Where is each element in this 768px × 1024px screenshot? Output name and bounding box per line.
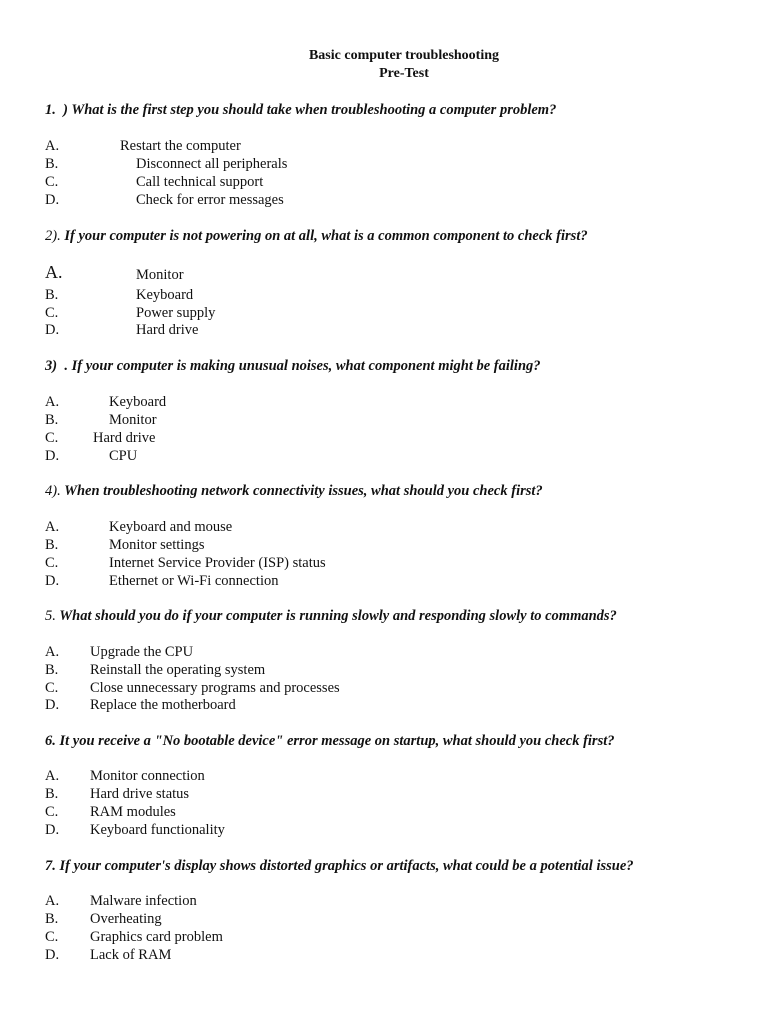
option-text: Monitor connection [90,768,205,784]
option-text: Ethernet or Wi-Fi connection [109,573,279,589]
option-text: Power supply [136,305,216,321]
option-letter: B. [45,662,59,678]
question-1 [45,101,556,119]
question-text: If your computer is not powering on at all, what is a common component to check first? [64,228,588,244]
option-text: Close unnecessary programs and processes [90,680,340,696]
question-number: 2). [45,228,61,244]
question-number: 1. [45,102,56,118]
option-letter: A. [45,519,60,535]
question-text: It you receive a "No bootable device" error message on startup, what should you check first? [59,733,615,749]
document-subtitle: Pre-Test [379,66,429,81]
option-letter: C. [45,680,59,696]
option-text: Reinstall the operating system [90,662,266,678]
option-letter: A. [45,644,60,660]
question-number: 4). [45,483,61,499]
question-2 [45,227,588,245]
option-text: Upgrade the CPU [90,644,194,660]
question-7 [45,857,634,875]
option-letter: C. [45,305,59,321]
option-text: Check for error messages [136,192,284,208]
question-text: ) What is the first step you should take when troubleshooting a computer problem? [63,102,557,118]
option-text: Restart the computer [120,138,241,154]
question-number: 6. [45,733,56,749]
option-letter: A. [45,893,60,909]
question-4 [45,482,543,500]
option-letter: C. [45,430,59,446]
option-letter: C. [45,174,59,190]
option-letter: C. [45,555,59,571]
option-letter: A. [45,262,63,282]
option-text: Replace the motherboard [90,697,236,713]
option-text: Graphics card problem [90,929,223,945]
question-text: What should you do if your computer is running slowly and responding slowly to commands? [59,608,617,624]
option-letter: B. [45,786,59,802]
question-number: 3) [45,358,58,374]
question-5 [45,607,617,625]
question-number: 5. [45,608,56,624]
question-text: . If your computer is making unusual noises, what component might be failing? [64,358,541,374]
option-text: Monitor [109,412,157,428]
option-letter: B. [45,412,59,428]
option-letter: A. [45,394,60,410]
option-letter: D. [45,822,60,838]
option-letter: D. [45,697,60,713]
option-text: Hard drive status [90,786,190,802]
option-text: Keyboard [109,394,167,410]
option-text: RAM modules [90,804,176,820]
option-letter: B. [45,156,59,172]
question-3 [45,357,541,375]
option-text: CPU [109,448,138,464]
option-letter: A. [45,138,60,154]
option-letter: B. [45,911,59,927]
question-text: If your computer's display shows distorted graphics or artifacts, what could be a potential issue? [59,858,634,874]
option-letter: D. [45,947,60,963]
option-letter: D. [45,448,60,464]
option-text: Malware infection [90,893,197,909]
option-letter: D. [45,192,60,208]
option-text: Hard drive [136,322,199,338]
option-text: Lack of RAM [90,947,172,963]
option-letter: D. [45,573,60,589]
option-text: Monitor settings [109,537,205,553]
document-title: Basic computer troubleshooting [308,48,500,63]
option-text: Hard drive [93,430,156,446]
option-text: Monitor [136,267,184,283]
option-text: Call technical support [136,174,264,190]
option-text: Disconnect all peripherals [136,156,288,172]
option-letter: A. [45,768,60,784]
option-text: Keyboard functionality [90,822,225,838]
option-letter: D. [45,322,60,338]
question-number: 7. [45,858,56,874]
option-letter: C. [45,929,59,945]
option-text: Overheating [90,911,162,927]
option-text: Keyboard [136,287,194,303]
option-text: Internet Service Provider (ISP) status [109,555,326,571]
option-text: Keyboard and mouse [109,519,233,535]
option-letter: C. [45,804,59,820]
question-text: When troubleshooting network connectivity issues, what should you check first? [64,483,543,499]
question-6 [45,732,615,750]
option-letter: B. [45,287,59,303]
option-letter: B. [45,537,59,553]
